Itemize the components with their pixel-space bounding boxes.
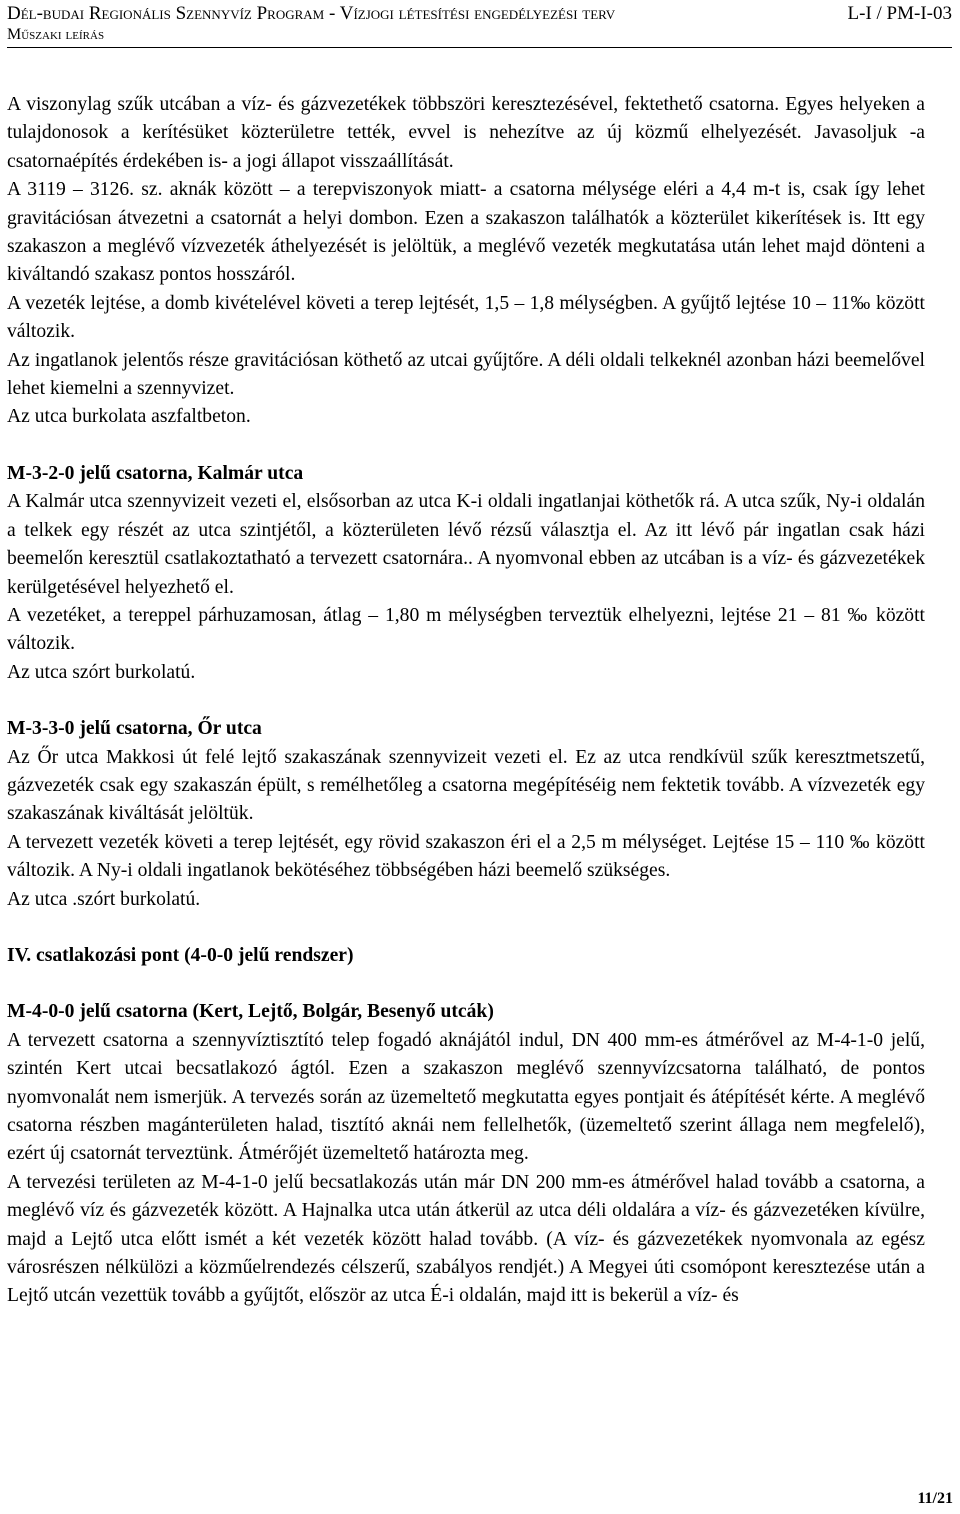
- section-heading-m400: M-4-0-0 jelű csatorna (Kert, Lejtő, Bolgár, Besenyő utcák): [7, 1001, 494, 1023]
- document-subtitle: Műszaki leírás: [7, 26, 105, 43]
- paragraph: A Kalmár utca szennyvizeit vezeti el, elsősorban az utca K-i oldali ingatlanjai köthetők rá. A utca szűk, Ny-i oldalán a telkek egy részét az utca szintjétől, a közterületen lévő rézsű választja el. Az itt lévő pár ingatlan csak házi beemelőn keresztül csatlakoztatható a tervezett csatornára.. A nyomvonal ebben az utcában is a víz- és gázvezetékek kerülgetésével helyezhető el.: [7, 491, 925, 598]
- paragraph: Az Őr utca Makkosi út felé lejtő szakaszának szennyvizeit vezeti el. Ez az utca rendkívül szűk keresztmetszetű, gázvezeték csak egy szakaszán épült, s remélhetőleg a csatorna megépítéséig nem fektetik tovább. A vízvezeték egy szakaszának kiváltását jelöltük.: [7, 746, 925, 825]
- paragraph: A viszonylag szűk utcában a víz- és gázvezetékek többszöri keresztezésével, fektethető csatorna. Egyes helyeken a tulajdonosok a kerítésüket közterületre tették, evvel is nehezítve az új közmű elhelyezését. Javasoljuk -a csatornaépítés érdekében is- a jogi állapot visszaállítását.: [7, 94, 925, 172]
- page-number: 11/21: [917, 1490, 953, 1507]
- paragraph: Az utca .szórt burkolatú.: [7, 888, 201, 910]
- spacer: [7, 687, 925, 715]
- paragraph: A tervezett csatorna a szennyvíztisztító telep fogadó aknájától indul, DN 400 mm-es átmérővel az M-4-1-0 jelű, szintén Kert utcai becsatlakozó ágtól. Ezen a szakaszon meglévő szennyvízcsatorna található, de pontos nyomvonalát nem ismerjük. A tervezés során az üzemeltető megkutatta egyes pontjait és átépítését kérte. A meglévő csatorna részben magánterületen halad, tisztító aknái nem fellelhetők, (üzemeltető szerint állaga nem megfelelő), ezért új csatornát terveztünk. Átmérőjét üzemeltető határozta meg.: [7, 1029, 925, 1165]
- header-row: [7, 0, 952, 26]
- document-title: Dél-budai Regionális Szennyvíz Program - Vízjogi létesítési engedélyezési terv: [7, 3, 616, 24]
- spacer: [7, 970, 925, 998]
- section-heading-or: M-3-3-0 jelű csatorna, Őr utca: [7, 718, 262, 740]
- paragraph: A vezetéket, a tereppel párhuzamosan, átlag – 1,80 m mélységben terveztük elhelyezni, lejtése 21 – 81 ‰ között változik.: [7, 604, 925, 655]
- section-heading-kalmar: M-3-2-0 jelű csatorna, Kalmár utca: [7, 462, 304, 484]
- paragraph: Az ingatlanok jelentős része gravitációsan köthető az utcai gyűjtőre. A déli oldali telkeknél azonban házi beemelővel lehet kiemelni a szennyvizet.: [7, 349, 925, 400]
- paragraph: A vezeték lejtése, a domb kivételével követi a terep lejtését, 1,5 – 1,8 mélységben. A gyűjtő lejtése 10 – 11‰ között változik.: [7, 292, 925, 343]
- spacer: [7, 914, 925, 942]
- header-divider: [7, 47, 952, 48]
- paragraph: Az utca szórt burkolatú.: [7, 661, 196, 683]
- paragraph: A tervezési területen az M-4-1-0 jelű becsatlakozás után már DN 200 mm-es átmérővel halad tovább a csatorna, a meglévő víz és gázvezeték között. A Hajnalka utca után átkerül az utca déli oldalára a víz- és gázvezetéken kívülre, majd a Lejtő utca előtt ismét a két vezeték között halad tovább. (A víz- és gázvezetékek nyomvonala az egész városrészen nélkülözi a közműelrendezés célszerű, szabályos rendjét.) A Megyei úti csomópont keresztezése után a Lejtő utcán vezettük tovább a gyűjtőt, először az utca É-i oldalán, majd itt is bekerül a víz- és: [7, 1171, 925, 1307]
- document-code: L-I / PM-I-03: [847, 3, 952, 24]
- document-body: [7, 91, 925, 1311]
- section-heading-iv: IV. csatlakozási pont (4-0-0 jelű rendszer): [7, 944, 354, 966]
- paragraph: A 3119 – 3126. sz. aknák között – a terepviszonyok miatt- a csatorna mélysége eléri a 4,4 m-t is, csak így lehet gravitációsan átvezetni a csatornát a helyi dombon. Ezen a szakaszon találhatók a közterület kikerítések is. Itt egy szakaszon a meglévő vízvezeték áthelyezését is jelöltük, a meglévő vezeték megkutatása után lehet majd dönteni a kiváltandó szakasz pontos hosszáról.: [7, 179, 925, 286]
- paragraph: A tervezett vezeték követi a terep lejtését, egy rövid szakaszon éri el a 2,5 m mélységet. Lejtése 15 – 110 ‰ között változik. A Ny-i oldali ingatlanok bekötéséhez többségében házi beemelő szükséges.: [7, 831, 925, 882]
- spacer: [7, 432, 925, 460]
- page-header: [7, 0, 952, 44]
- paragraph: Az utca burkolata aszfaltbeton.: [7, 406, 251, 428]
